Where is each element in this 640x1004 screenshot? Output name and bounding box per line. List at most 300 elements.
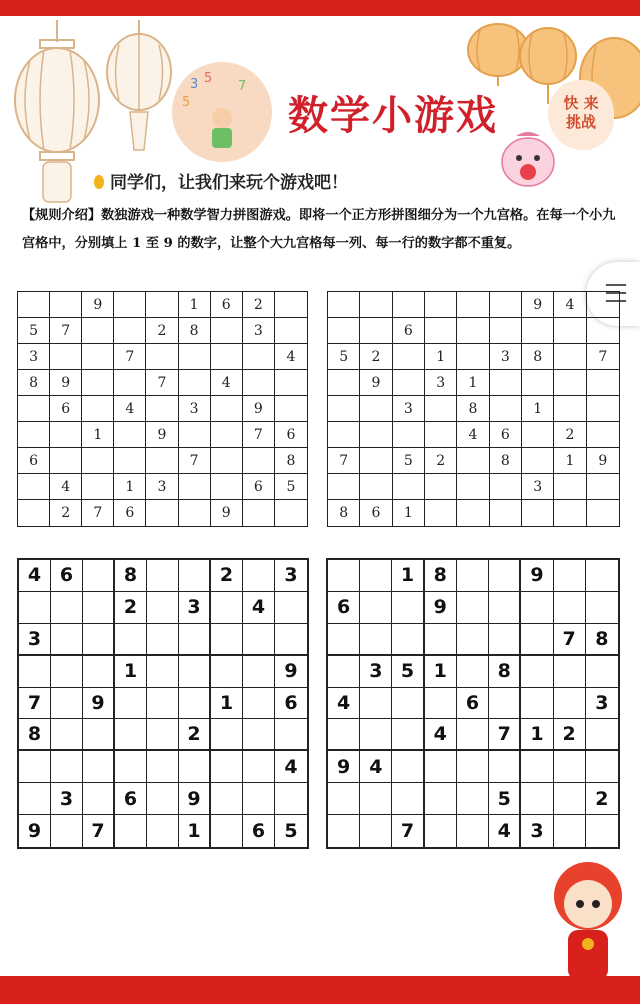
sudoku-cell[interactable]: 8 <box>19 719 51 751</box>
sudoku-cell[interactable] <box>243 344 275 370</box>
sudoku-cell[interactable] <box>147 560 179 592</box>
sudoku-cell[interactable] <box>83 624 115 656</box>
sudoku-cell[interactable] <box>115 688 147 720</box>
sudoku-cell[interactable]: 1 <box>522 396 554 422</box>
sudoku-cell[interactable] <box>211 592 243 624</box>
sudoku-cell[interactable] <box>490 500 522 526</box>
sudoku-cell[interactable] <box>490 318 522 344</box>
sudoku-cell[interactable] <box>50 292 82 318</box>
sudoku-cell[interactable]: 1 <box>425 344 457 370</box>
sudoku-cell[interactable] <box>392 688 424 720</box>
sudoku-cell[interactable] <box>147 719 179 751</box>
sudoku-cell[interactable]: 1 <box>114 474 146 500</box>
sudoku-cell[interactable] <box>457 656 489 688</box>
sudoku-cell[interactable] <box>179 500 211 526</box>
sudoku-cell[interactable] <box>457 292 489 318</box>
sudoku-cell[interactable] <box>392 624 424 656</box>
sudoku-cell[interactable] <box>328 783 360 815</box>
sudoku-cell[interactable]: 7 <box>328 448 360 474</box>
sudoku-cell[interactable]: 7 <box>489 719 521 751</box>
sudoku-cell[interactable] <box>114 370 146 396</box>
sudoku-cell[interactable]: 8 <box>586 624 618 656</box>
sudoku-cell[interactable] <box>425 688 457 720</box>
sudoku-cell[interactable] <box>521 751 553 783</box>
sudoku-cell[interactable]: 9 <box>82 292 114 318</box>
sudoku-cell[interactable] <box>360 292 392 318</box>
sudoku-cell[interactable]: 4 <box>328 688 360 720</box>
sudoku-cell[interactable] <box>490 474 522 500</box>
sudoku-cell[interactable] <box>19 751 51 783</box>
sudoku-cell[interactable] <box>587 292 619 318</box>
sudoku-cell[interactable]: 5 <box>489 783 521 815</box>
sudoku-cell[interactable] <box>211 656 243 688</box>
sudoku-cell[interactable]: 6 <box>275 688 307 720</box>
sudoku-cell[interactable]: 2 <box>50 500 82 526</box>
sudoku-cell[interactable]: 6 <box>243 815 275 847</box>
sudoku-cell[interactable] <box>457 344 489 370</box>
sudoku-cell[interactable] <box>179 370 211 396</box>
sudoku-cell[interactable] <box>393 370 425 396</box>
sudoku-cell[interactable] <box>275 292 307 318</box>
sudoku-cell[interactable] <box>393 292 425 318</box>
sudoku-cell[interactable] <box>147 592 179 624</box>
sudoku-cell[interactable]: 9 <box>360 370 392 396</box>
sudoku-cell[interactable]: 3 <box>425 370 457 396</box>
sudoku-cell[interactable] <box>243 448 275 474</box>
sudoku-cell[interactable] <box>360 719 392 751</box>
sudoku-cell[interactable] <box>18 500 50 526</box>
sudoku-cell[interactable] <box>521 688 553 720</box>
sudoku-cell[interactable] <box>275 318 307 344</box>
sudoku-cell[interactable]: 9 <box>425 592 457 624</box>
sudoku-cell[interactable]: 5 <box>18 318 50 344</box>
sudoku-cell[interactable] <box>275 783 307 815</box>
sudoku-cell[interactable]: 6 <box>360 500 392 526</box>
sudoku-cell[interactable] <box>554 396 586 422</box>
sudoku-cell[interactable] <box>146 396 178 422</box>
sudoku-cell[interactable]: 3 <box>243 318 275 344</box>
sudoku-cell[interactable]: 3 <box>522 474 554 500</box>
sudoku-cell[interactable] <box>83 592 115 624</box>
sudoku-cell[interactable]: 2 <box>554 719 586 751</box>
sudoku-cell[interactable] <box>115 815 147 847</box>
sudoku-cell[interactable] <box>51 656 83 688</box>
sudoku-cell[interactable] <box>179 422 211 448</box>
sudoku-cell[interactable] <box>522 370 554 396</box>
sudoku-cell[interactable] <box>360 815 392 847</box>
sudoku-cell[interactable] <box>243 656 275 688</box>
sudoku-cell[interactable] <box>115 719 147 751</box>
sudoku-cell[interactable] <box>243 370 275 396</box>
sudoku-cell[interactable]: 9 <box>211 500 243 526</box>
sudoku-cell[interactable]: 4 <box>19 560 51 592</box>
sudoku-cell[interactable]: 6 <box>50 396 82 422</box>
sudoku-cell[interactable]: 4 <box>554 292 586 318</box>
sudoku-cell[interactable]: 4 <box>50 474 82 500</box>
sudoku-cell[interactable] <box>211 719 243 751</box>
sudoku-cell[interactable] <box>587 422 619 448</box>
sudoku-cell[interactable] <box>243 688 275 720</box>
sudoku-cell[interactable]: 9 <box>19 815 51 847</box>
sudoku-cell[interactable]: 4 <box>360 751 392 783</box>
sudoku-cell[interactable] <box>425 292 457 318</box>
sudoku-cell[interactable] <box>586 560 618 592</box>
sudoku-cell[interactable]: 7 <box>19 688 51 720</box>
sudoku-cell[interactable] <box>393 344 425 370</box>
sudoku-cell[interactable] <box>51 688 83 720</box>
sudoku-cell[interactable]: 7 <box>146 370 178 396</box>
sudoku-cell[interactable] <box>147 751 179 783</box>
sudoku-cell[interactable]: 1 <box>211 688 243 720</box>
sudoku-cell[interactable]: 6 <box>51 560 83 592</box>
sudoku-cell[interactable] <box>521 656 553 688</box>
sudoku-cell[interactable] <box>211 448 243 474</box>
sudoku-cell[interactable] <box>328 292 360 318</box>
sudoku-cell[interactable] <box>82 396 114 422</box>
sudoku-cell[interactable]: 3 <box>490 344 522 370</box>
sudoku-cell[interactable] <box>522 422 554 448</box>
sudoku-cell[interactable]: 5 <box>328 344 360 370</box>
sudoku-cell[interactable] <box>82 370 114 396</box>
sudoku-cell[interactable] <box>82 448 114 474</box>
sudoku-cell[interactable] <box>457 815 489 847</box>
sudoku-cell[interactable] <box>490 292 522 318</box>
sudoku-cell[interactable] <box>522 448 554 474</box>
sudoku-cell[interactable]: 3 <box>179 592 211 624</box>
sudoku-cell[interactable]: 7 <box>83 815 115 847</box>
sudoku-cell[interactable]: 4 <box>489 815 521 847</box>
sudoku-cell[interactable] <box>19 592 51 624</box>
sudoku-cell[interactable] <box>275 719 307 751</box>
sudoku-cell[interactable] <box>328 815 360 847</box>
sudoku-cell[interactable] <box>392 751 424 783</box>
sudoku-cell[interactable] <box>425 396 457 422</box>
sudoku-cell[interactable] <box>360 783 392 815</box>
sudoku-cell[interactable] <box>51 719 83 751</box>
sudoku-cell[interactable]: 6 <box>115 783 147 815</box>
sudoku-cell[interactable]: 6 <box>243 474 275 500</box>
sudoku-cell[interactable] <box>179 474 211 500</box>
sudoku-cell[interactable] <box>18 292 50 318</box>
sudoku-cell[interactable] <box>179 560 211 592</box>
sudoku-cell[interactable]: 4 <box>114 396 146 422</box>
sudoku-cell[interactable]: 8 <box>457 396 489 422</box>
sudoku-cell[interactable] <box>19 656 51 688</box>
sudoku-cell[interactable] <box>425 815 457 847</box>
sudoku-cell[interactable] <box>587 500 619 526</box>
sudoku-cell[interactable] <box>115 624 147 656</box>
sudoku-cell[interactable]: 1 <box>425 656 457 688</box>
sudoku-cell[interactable] <box>554 318 586 344</box>
sudoku-cell[interactable] <box>211 474 243 500</box>
sudoku-cell[interactable] <box>587 396 619 422</box>
sudoku-cell[interactable] <box>83 783 115 815</box>
sudoku-cell[interactable] <box>521 592 553 624</box>
sudoku-cell[interactable] <box>360 396 392 422</box>
sudoku-cell[interactable]: 2 <box>211 560 243 592</box>
sudoku-cell[interactable]: 8 <box>425 560 457 592</box>
sudoku-cell[interactable]: 1 <box>457 370 489 396</box>
sudoku-cell[interactable]: 8 <box>522 344 554 370</box>
sudoku-cell[interactable] <box>83 656 115 688</box>
sudoku-cell[interactable] <box>82 318 114 344</box>
sudoku-cell[interactable] <box>554 656 586 688</box>
sudoku-cell[interactable] <box>360 624 392 656</box>
sudoku-cell[interactable] <box>83 719 115 751</box>
sudoku-cell[interactable] <box>490 396 522 422</box>
sudoku-cell[interactable]: 4 <box>425 719 457 751</box>
sudoku-cell[interactable] <box>425 751 457 783</box>
sudoku-cell[interactable] <box>179 751 211 783</box>
sudoku-cell[interactable] <box>586 656 618 688</box>
sudoku-cell[interactable] <box>457 448 489 474</box>
sudoku-cell[interactable]: 3 <box>146 474 178 500</box>
sudoku-cell[interactable]: 6 <box>457 688 489 720</box>
sudoku-cell[interactable]: 3 <box>179 396 211 422</box>
sudoku-cell[interactable] <box>328 624 360 656</box>
sudoku-cell[interactable] <box>147 624 179 656</box>
sudoku-cell[interactable] <box>328 396 360 422</box>
sudoku-cell[interactable] <box>392 719 424 751</box>
sudoku-cell[interactable] <box>211 751 243 783</box>
sudoku-cell[interactable] <box>146 344 178 370</box>
sudoku-cell[interactable]: 7 <box>554 624 586 656</box>
sudoku-cell[interactable] <box>328 656 360 688</box>
sudoku-cell[interactable]: 5 <box>275 474 307 500</box>
sudoku-cell[interactable]: 5 <box>392 656 424 688</box>
sudoku-cell[interactable] <box>114 318 146 344</box>
sudoku-cell[interactable] <box>522 318 554 344</box>
sudoku-cell[interactable] <box>19 783 51 815</box>
sudoku-cell[interactable] <box>554 783 586 815</box>
sudoku-cell[interactable] <box>243 751 275 783</box>
sudoku-cell[interactable] <box>360 688 392 720</box>
sudoku-cell[interactable] <box>147 783 179 815</box>
sudoku-cell[interactable]: 8 <box>490 448 522 474</box>
sudoku-cell[interactable] <box>243 783 275 815</box>
sudoku-cell[interactable] <box>392 783 424 815</box>
sudoku-cell[interactable] <box>211 783 243 815</box>
sudoku-cell[interactable] <box>554 560 586 592</box>
sudoku-cell[interactable]: 8 <box>115 560 147 592</box>
sudoku-cell[interactable]: 7 <box>179 448 211 474</box>
sudoku-cell[interactable] <box>211 318 243 344</box>
sudoku-cell[interactable]: 3 <box>586 688 618 720</box>
sudoku-cell[interactable] <box>328 370 360 396</box>
sudoku-cell[interactable]: 3 <box>360 656 392 688</box>
sudoku-cell[interactable] <box>328 560 360 592</box>
sudoku-cell[interactable] <box>489 560 521 592</box>
sudoku-cell[interactable] <box>328 422 360 448</box>
sudoku-cell[interactable] <box>489 751 521 783</box>
sudoku-cell[interactable] <box>554 688 586 720</box>
sudoku-cell[interactable]: 9 <box>328 751 360 783</box>
sudoku-cell[interactable]: 7 <box>587 344 619 370</box>
sudoku-cell[interactable] <box>51 751 83 783</box>
sudoku-cell[interactable]: 5 <box>284 820 298 843</box>
sudoku-cell[interactable] <box>147 815 179 847</box>
sudoku-cell[interactable] <box>179 656 211 688</box>
sudoku-cell[interactable]: 2 <box>243 292 275 318</box>
sudoku-cell[interactable] <box>82 344 114 370</box>
sudoku-cell[interactable] <box>83 560 115 592</box>
sudoku-cell[interactable]: 4 <box>457 422 489 448</box>
sudoku-cell[interactable] <box>554 474 586 500</box>
sudoku-cell[interactable] <box>457 751 489 783</box>
sudoku-cell[interactable]: 5 <box>393 448 425 474</box>
sudoku-cell[interactable]: 8 <box>275 448 307 474</box>
sudoku-cell[interactable]: 3 <box>521 815 553 847</box>
sudoku-cell[interactable] <box>489 624 521 656</box>
sudoku-cell[interactable]: 3 <box>19 624 51 656</box>
sudoku-cell[interactable] <box>83 751 115 783</box>
sudoku-cell[interactable]: 9 <box>243 396 275 422</box>
sudoku-cell[interactable]: 7 <box>392 815 424 847</box>
sudoku-cell[interactable] <box>425 624 457 656</box>
sudoku-cell[interactable]: 3 <box>393 396 425 422</box>
sudoku-cell[interactable] <box>360 592 392 624</box>
sudoku-cell[interactable] <box>211 396 243 422</box>
sudoku-cell[interactable]: 6 <box>114 500 146 526</box>
sudoku-cell[interactable] <box>328 474 360 500</box>
sudoku-cell[interactable]: 2 <box>586 783 618 815</box>
sudoku-cell[interactable] <box>114 292 146 318</box>
sudoku-cell[interactable]: 9 <box>275 656 307 688</box>
sudoku-cell[interactable]: 7 <box>50 318 82 344</box>
sudoku-cell[interactable] <box>457 624 489 656</box>
sudoku-cell[interactable] <box>18 474 50 500</box>
sudoku-cell[interactable]: 1 <box>82 422 114 448</box>
sudoku-cell[interactable] <box>457 560 489 592</box>
sudoku-cell[interactable] <box>211 815 243 847</box>
sudoku-cell[interactable] <box>490 370 522 396</box>
sudoku-cell[interactable]: 8 <box>179 318 211 344</box>
sudoku-cell[interactable] <box>392 592 424 624</box>
sudoku-cell[interactable] <box>328 318 360 344</box>
sudoku-cell[interactable]: 4 <box>275 751 307 783</box>
sudoku-cell[interactable] <box>275 396 307 422</box>
sudoku-cell[interactable] <box>360 422 392 448</box>
sudoku-cell[interactable]: 2 <box>554 422 586 448</box>
sudoku-cell[interactable] <box>425 318 457 344</box>
sudoku-cell[interactable]: 6 <box>393 318 425 344</box>
sudoku-cell[interactable]: 1 <box>393 500 425 526</box>
sudoku-cell[interactable]: 2 <box>146 318 178 344</box>
sudoku-cell[interactable] <box>243 560 275 592</box>
sudoku-cell[interactable] <box>243 719 275 751</box>
sudoku-cell[interactable]: 3 <box>275 560 307 592</box>
sudoku-cell[interactable] <box>179 344 211 370</box>
sudoku-cell[interactable]: 7 <box>243 422 275 448</box>
sudoku-cell[interactable] <box>554 344 586 370</box>
sudoku-cell[interactable] <box>489 688 521 720</box>
sudoku-cell[interactable]: 1 <box>392 560 424 592</box>
sudoku-cell[interactable]: 7 <box>114 344 146 370</box>
sudoku-cell[interactable] <box>425 474 457 500</box>
sudoku-cell[interactable]: 9 <box>522 292 554 318</box>
sudoku-cell[interactable]: 7 <box>82 500 114 526</box>
sudoku-cell[interactable] <box>521 624 553 656</box>
sudoku-cell[interactable] <box>146 292 178 318</box>
sudoku-cell[interactable] <box>425 783 457 815</box>
sudoku-cell[interactable]: 9 <box>521 560 553 592</box>
sudoku-cell[interactable] <box>275 500 307 526</box>
sudoku-cell[interactable] <box>554 592 586 624</box>
sudoku-cell[interactable] <box>554 751 586 783</box>
sudoku-cell[interactable]: 6 <box>275 422 307 448</box>
sudoku-cell[interactable]: 4 <box>275 344 307 370</box>
sudoku-cell[interactable] <box>18 422 50 448</box>
sudoku-cell[interactable] <box>554 815 586 847</box>
sudoku-cell[interactable] <box>586 592 618 624</box>
sudoku-cell[interactable] <box>243 500 275 526</box>
sudoku-cell[interactable] <box>360 560 392 592</box>
sudoku-cell[interactable] <box>586 751 618 783</box>
sudoku-cell[interactable] <box>115 751 147 783</box>
sudoku-cell[interactable]: 8 <box>489 656 521 688</box>
sudoku-cell[interactable] <box>522 500 554 526</box>
sudoku-cell[interactable] <box>211 422 243 448</box>
sudoku-cell[interactable] <box>51 815 83 847</box>
sudoku-cell[interactable] <box>457 592 489 624</box>
sudoku-cell[interactable] <box>393 422 425 448</box>
sudoku-cell[interactable]: 2 <box>179 719 211 751</box>
sudoku-cell[interactable] <box>425 500 457 526</box>
sudoku-cell[interactable] <box>554 500 586 526</box>
sudoku-cell[interactable] <box>360 474 392 500</box>
sudoku-cell[interactable] <box>521 783 553 815</box>
sudoku-cell[interactable]: 1 <box>179 292 211 318</box>
sudoku-cell[interactable] <box>275 370 307 396</box>
sudoku-cell[interactable] <box>211 344 243 370</box>
sudoku-cell[interactable] <box>50 422 82 448</box>
sudoku-cell[interactable]: 9 <box>83 688 115 720</box>
sudoku-cell[interactable] <box>51 592 83 624</box>
sudoku-cell[interactable]: 2 <box>425 448 457 474</box>
sudoku-cell[interactable] <box>425 422 457 448</box>
sudoku-cell[interactable]: 8 <box>328 500 360 526</box>
sudoku-cell[interactable] <box>179 688 211 720</box>
sudoku-cell[interactable] <box>457 318 489 344</box>
sudoku-cell[interactable] <box>360 318 392 344</box>
sudoku-cell[interactable]: 6 <box>18 448 50 474</box>
sudoku-cell[interactable]: 2 <box>360 344 392 370</box>
sudoku-cell[interactable] <box>18 396 50 422</box>
sudoku-cell[interactable]: 4 <box>243 592 275 624</box>
sudoku-cell[interactable] <box>146 500 178 526</box>
sudoku-cell[interactable]: 6 <box>211 292 243 318</box>
sudoku-cell[interactable]: 9 <box>179 783 211 815</box>
sudoku-cell[interactable] <box>243 624 275 656</box>
sudoku-cell[interactable]: 6 <box>490 422 522 448</box>
sudoku-cell[interactable] <box>587 318 619 344</box>
sudoku-cell[interactable]: 1 <box>115 656 147 688</box>
sudoku-cell[interactable] <box>328 719 360 751</box>
sudoku-cell[interactable]: 2 <box>115 592 147 624</box>
sudoku-cell[interactable]: 1 <box>521 719 553 751</box>
sudoku-cell[interactable]: 1 <box>179 815 211 847</box>
sudoku-cell[interactable] <box>586 719 618 751</box>
sudoku-cell[interactable] <box>147 688 179 720</box>
sudoku-cell[interactable]: 4 <box>211 370 243 396</box>
sudoku-cell[interactable] <box>489 592 521 624</box>
sudoku-cell[interactable] <box>457 783 489 815</box>
sudoku-cell[interactable] <box>114 448 146 474</box>
sudoku-cell[interactable] <box>114 422 146 448</box>
sudoku-cell[interactable]: 9 <box>146 422 178 448</box>
sudoku-cell[interactable]: 9 <box>50 370 82 396</box>
sudoku-cell[interactable] <box>146 448 178 474</box>
